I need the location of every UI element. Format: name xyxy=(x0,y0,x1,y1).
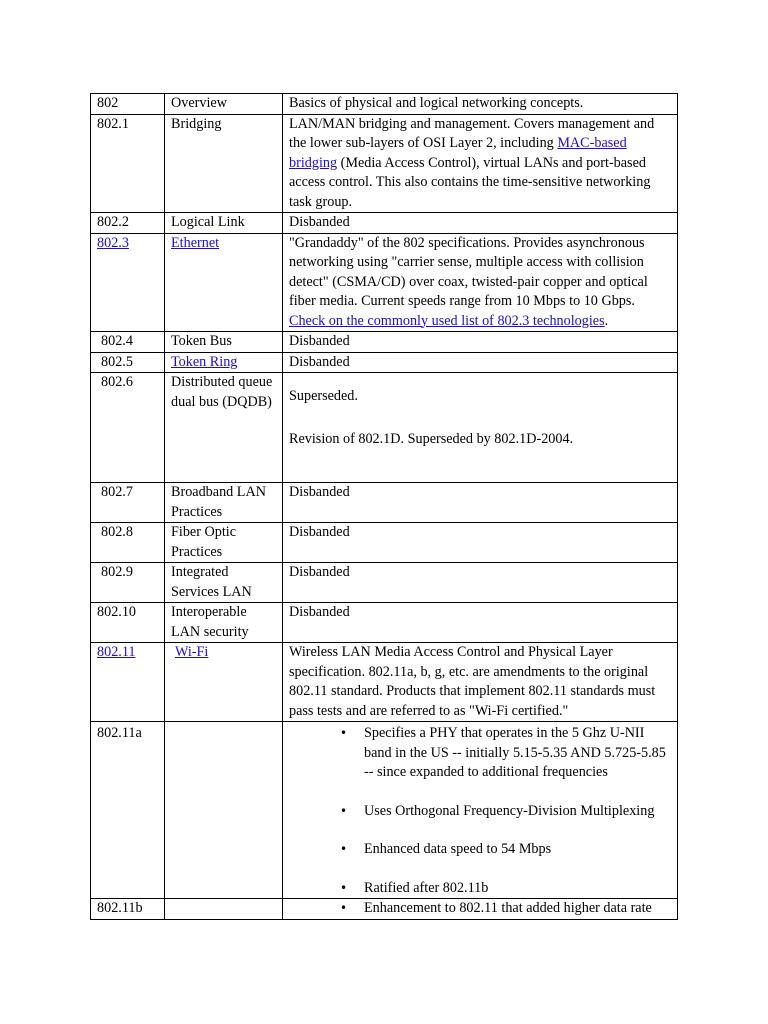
wi-fi-link[interactable]: Wi-Fi xyxy=(175,644,209,660)
standard-name: Fiber Optic Practices xyxy=(165,523,283,563)
standard-description: Disbanded xyxy=(283,213,678,234)
description-text: LAN/MAN bridging and management. Covers management and the lower sub-layers of OSI Layer 2, including xyxy=(289,115,655,151)
standard-802-3-link[interactable]: 802.3 xyxy=(97,234,129,251)
table-row xyxy=(91,523,678,563)
table-row xyxy=(91,483,678,523)
standard-number: 802.10 xyxy=(91,603,165,643)
standard-number: 802.1 xyxy=(91,114,165,213)
table-row xyxy=(91,563,678,603)
table-row xyxy=(91,373,678,483)
token-ring-link[interactable]: Token Ring xyxy=(171,353,238,370)
standard-name xyxy=(165,722,283,899)
standard-description xyxy=(283,899,678,920)
description-text: Superseded. xyxy=(289,388,358,404)
standard-number: 802 xyxy=(91,94,165,115)
table-row xyxy=(91,233,678,332)
list-item: • Enhancement to 802.11 that added higher data rate xyxy=(364,899,673,919)
standard-description xyxy=(283,722,678,899)
standard-name: Bridging xyxy=(165,114,283,213)
standard-name: Logical Link xyxy=(165,213,283,234)
standard-description: Disbanded xyxy=(283,523,678,563)
description-text: . xyxy=(604,312,609,329)
standard-number: 802.8 xyxy=(91,523,165,563)
feature-list xyxy=(289,724,673,898)
standard-description: Disbanded xyxy=(283,352,678,373)
standard-name: Token Bus xyxy=(165,332,283,353)
table-row xyxy=(91,213,678,234)
list-item: • Ratified after 802.11b xyxy=(364,879,673,899)
standard-description xyxy=(283,233,678,332)
table-row xyxy=(91,332,678,353)
feature-list xyxy=(289,899,673,919)
standard-name: Distributed queue dual bus (DQDB) xyxy=(165,373,283,483)
standard-number: 802.4 xyxy=(91,332,165,353)
standard-number: 802.5 xyxy=(91,352,165,373)
description-text: (Media Access Control), virtual LANs and port-based access control. This also contains the time-sensitive networking task group. xyxy=(289,154,651,210)
table-row xyxy=(91,643,678,722)
standard-description xyxy=(283,373,678,483)
standard-number: 802.9 xyxy=(91,563,165,603)
standard-name xyxy=(165,352,283,373)
table-row xyxy=(91,94,678,115)
standard-802-11-link[interactable]: 802.11 xyxy=(97,644,136,660)
ethernet-link[interactable]: Ethernet xyxy=(171,234,220,251)
table-row xyxy=(91,603,678,643)
table-row xyxy=(91,114,678,213)
table-row xyxy=(91,352,678,373)
standard-number: 802.11b xyxy=(91,899,165,920)
standard-name: Interoperable LAN security xyxy=(165,603,283,643)
standard-number: 802.7 xyxy=(91,483,165,523)
standard-description: Disbanded xyxy=(283,603,678,643)
standard-name: Integrated Services LAN xyxy=(165,563,283,603)
table-row xyxy=(91,899,678,920)
standard-number xyxy=(91,643,165,722)
standard-number: 802.11a xyxy=(91,722,165,899)
standard-name: Overview xyxy=(165,94,283,115)
list-item: • Uses Orthogonal Frequency-Division Multiplexing xyxy=(364,802,673,822)
standard-number: 802.2 xyxy=(91,213,165,234)
mac-based-bridging-link[interactable]: MAC-based bridging xyxy=(289,135,627,171)
standard-description: Disbanded xyxy=(283,483,678,523)
standard-name xyxy=(165,643,283,722)
ieee-802-standards-table xyxy=(90,93,678,920)
standard-number xyxy=(91,233,165,332)
standard-number: 802.6 xyxy=(91,373,165,483)
standard-name xyxy=(165,899,283,920)
standard-name xyxy=(165,233,283,332)
802-3-technologies-link[interactable]: Check on the commonly used list of 802.3 technologies xyxy=(289,312,605,329)
standard-description xyxy=(283,114,678,213)
table-row xyxy=(91,722,678,899)
standard-name: Broadband LAN Practices xyxy=(165,483,283,523)
standard-description: Wireless LAN Media Access Control and Physical Layer specification. 802.11a, b, g, etc. are amendments to the original 802.11 standard. Products that implement 802.11 standards must pass tests and are referred to as "Wi-Fi certified." xyxy=(283,643,678,722)
standard-description: Disbanded xyxy=(283,563,678,603)
description-text: Revision of 802.1D. Superseded by 802.1D-2004. xyxy=(289,430,574,447)
list-item: • Enhanced data speed to 54 Mbps xyxy=(364,840,673,860)
standard-description: Disbanded xyxy=(283,332,678,353)
description-text: "Grandaddy" of the 802 specifications. Provides asynchronous networking using "carrier sense, multiple access with collision detect" (CSMA/CD) over coax, twisted-pair copper and optical fiber media. Current speeds range from 10 Mbps to 10 Gbps. xyxy=(289,234,648,309)
standard-description: Basics of physical and logical networking concepts. xyxy=(283,94,678,115)
list-item: • Specifies a PHY that operates in the 5 Ghz U-NII band in the US -- initially 5.15-5.35 AND 5.725-5.85 -- since expanded to additional frequencies xyxy=(364,724,673,783)
